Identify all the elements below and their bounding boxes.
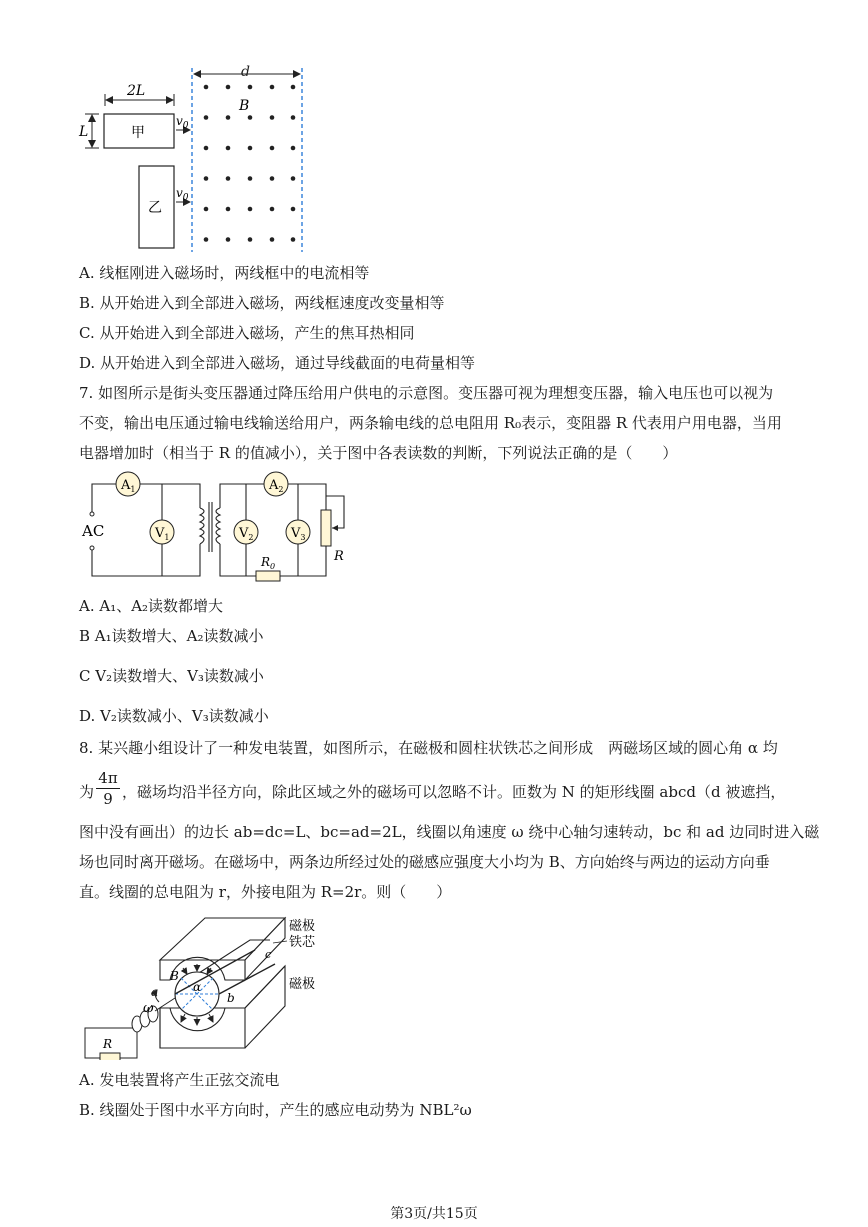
q7-stem-line3: 电器增加时（相当于 R 的值减小），关于图中各表读数的判断，下列说法正确的是（ ）: [79, 444, 678, 462]
label-alpha: α: [193, 980, 202, 994]
page-footer: 第3页/共15页: [390, 1206, 478, 1222]
q8-stem-line3: 图中没有画出）的边长 ab=dc=L、bc=ad=2L，线圈以角速度 ω 绕中心轴匀速转动，bc 和 ad 边同时进入磁: [79, 823, 820, 841]
figure-q8-generator: [75, 910, 345, 1060]
field-dots: [204, 85, 296, 257]
field-dot: [291, 207, 296, 212]
figure-q6-magnetic-field: [75, 62, 315, 257]
field-dot: [248, 146, 253, 151]
field-dot: [226, 115, 231, 120]
q8-stem-line2: ，磁场均沿半径方向，除此区域之外的磁场可以忽略不计。匝数为 N 的矩形线圈 abcd（d 被遮挡，: [122, 783, 786, 801]
q8-frac-den: 9: [103, 790, 113, 808]
figure-q7-circuit: [78, 470, 368, 590]
field-dot: [270, 237, 275, 242]
q7-option-a: A. A₁、A₂读数都增大: [79, 597, 224, 615]
ammeter-a2: [264, 472, 288, 496]
label-2L: 2L: [127, 83, 146, 99]
field-dot: [270, 207, 275, 212]
voltmeter-v2: [234, 520, 258, 544]
q7-stem-line1: 7. 如图所示是街头变压器通过降压给用户供电的示意图。变压器可视为理想变压器，输入电压也可以视为: [79, 384, 774, 402]
svg-text:V2: $V_2$: [239, 526, 254, 542]
field-dot: [248, 176, 253, 181]
label-pole-bottom: 磁极: [289, 977, 316, 992]
q8-option-a: A. 发电装置将产生正弦交流电: [79, 1071, 280, 1089]
q6-option-a: A. 线框刚进入磁场时，两线框中的电流相等: [79, 264, 370, 282]
label-b: b: [227, 991, 235, 1005]
rheostat-r: [321, 510, 331, 546]
q8-stem-line5: 直。线圈的总电阻为 r，外接电阻为 R=2r。则（ ）: [79, 883, 452, 901]
ammeter-a1: [116, 472, 140, 496]
field-dot: [270, 176, 275, 181]
label-r: R: [103, 1037, 113, 1051]
field-dot: [248, 207, 253, 212]
q8-option-b: B. 线圈处于图中水平方向时，产生的感应电动势为 NBL²ω: [79, 1101, 472, 1119]
field-dot: [204, 237, 209, 242]
q8-stem-line1: 8. 某兴趣小组设计了一种发电装置，如图所示，在磁极和圆柱状铁芯之间形成 两磁场区域的圆心角 α 均: [79, 739, 778, 757]
label-field-b: B: [170, 969, 179, 983]
label-ac: AC: [82, 522, 105, 540]
svg-text:V1: $V_1$: [155, 526, 170, 542]
label-c: c: [265, 948, 272, 961]
frame-yi-label: 乙: [148, 200, 162, 216]
field-dot: [204, 85, 209, 90]
field-dot: [270, 85, 275, 90]
q7-stem-line2: 不变，输出电压通过输电线输送给用户，两条输电线的总电阻用 R₀表示，变阻器 R 代表用户用电器，当用: [79, 414, 782, 432]
field-dot: [248, 115, 253, 120]
label-r: R: [334, 549, 344, 564]
q6-option-c: C. 从开始进入到全部进入磁场，产生的焦耳热相同: [79, 324, 415, 342]
q7-option-b: B A₁读数增大、A₂读数减小: [79, 627, 264, 645]
svg-text:A1: $A_1$: [121, 478, 136, 494]
field-dot: [226, 237, 231, 242]
q8-fraction: [96, 768, 120, 809]
voltmeter-v1: [150, 520, 174, 544]
field-dot: [291, 146, 296, 151]
label-r0: $R_0$: [261, 555, 276, 571]
v0-label-jia: $v_0$: [176, 114, 189, 131]
field-dot: [226, 176, 231, 181]
field-dot: [270, 115, 275, 120]
q6-option-b: B. 从开始进入到全部进入磁场，两线框速度改变量相等: [79, 294, 445, 312]
label-pole-top: 磁极: [289, 919, 316, 934]
field-dot: [204, 207, 209, 212]
field-dot: [291, 115, 296, 120]
q6-option-d: D. 从开始进入到全部进入磁场，通过导线截面的电荷量相等: [79, 354, 476, 372]
field-dot: [204, 146, 209, 151]
frame-jia-label: 甲: [131, 125, 145, 141]
svg-text:A2: $A_2$: [269, 478, 284, 494]
field-dot: [204, 115, 209, 120]
field-dot: [248, 237, 253, 242]
field-dot: [270, 146, 275, 151]
q8-stem-line4: 场也同时离开磁场。在磁场中，两条边所经过处的磁感应强度大小均为 B、方向始终与两边的运动方向垂: [79, 853, 770, 871]
voltmeter-v3: [286, 520, 310, 544]
q8-frac-num: 4π: [96, 768, 120, 789]
field-dot: [204, 176, 209, 181]
label-core: 铁芯: [289, 935, 316, 950]
v0-label-yi: $v_0$: [176, 186, 189, 203]
field-dot: [291, 176, 296, 181]
field-dot: [226, 207, 231, 212]
label-L: L: [79, 124, 89, 140]
q7-option-d: D. V₂读数减小、V₃读数减小: [79, 707, 269, 725]
svg-text:V3: $V_3$: [291, 526, 306, 542]
label-omega: ω: [143, 1001, 154, 1016]
resistor-r0: [256, 571, 280, 581]
q7-option-c: C V₂读数增大、V₃读数减小: [79, 667, 264, 685]
field-dot: [248, 85, 253, 90]
label-d: d: [241, 64, 250, 80]
label-a: a: [151, 985, 159, 999]
field-dot: [291, 237, 296, 242]
q8-stem-line2-prefix: 为: [79, 783, 95, 801]
field-dot: [291, 85, 296, 90]
field-dot: [226, 85, 231, 90]
resistor-r: [100, 1053, 120, 1060]
label-B: B: [239, 98, 250, 114]
field-dot: [226, 146, 231, 151]
